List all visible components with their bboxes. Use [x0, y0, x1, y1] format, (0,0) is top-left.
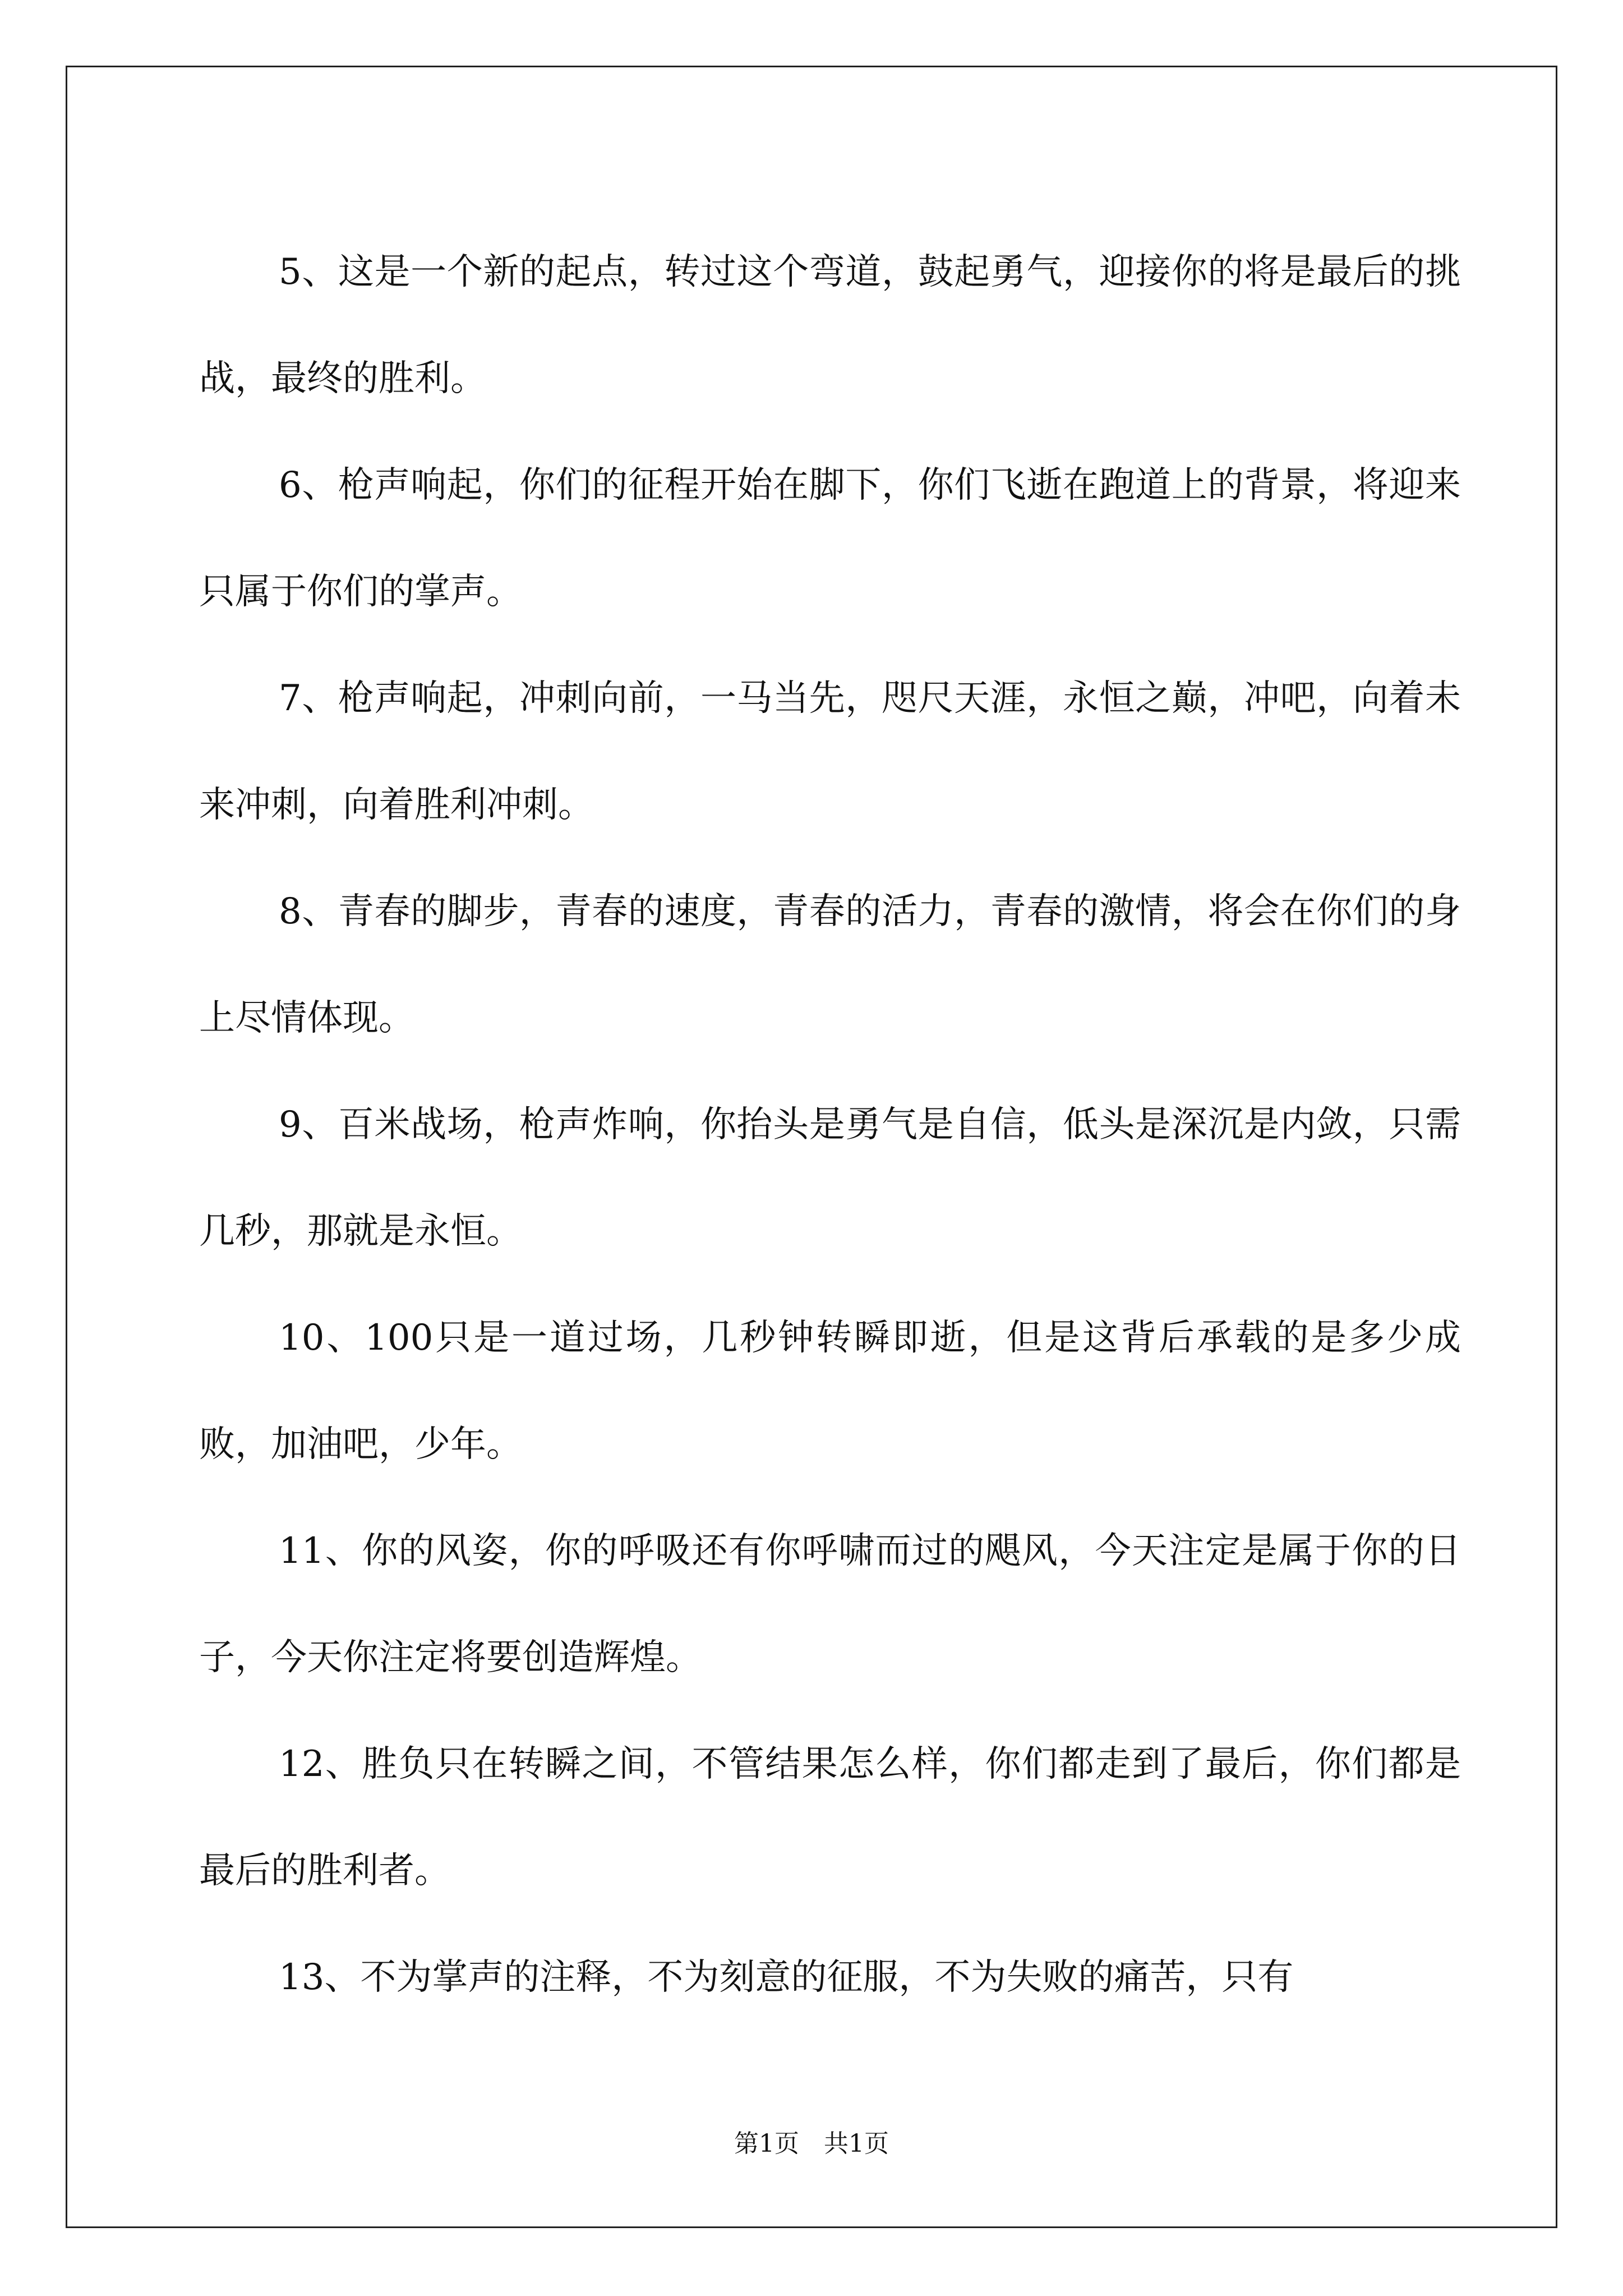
paragraph-12: 12、胜负只在转瞬之间，不管结果怎么样，你们都走到了最后，你们都是最后的胜利者。: [199, 1743, 1461, 1892]
paragraph-8: 8、青春的脚步，青春的速度，青春的活力，青春的激情，将会在你们的身上尽情体现。: [199, 891, 1461, 1039]
document-body: [199, 219, 1461, 2031]
paragraph-5: 5、这是一个新的起点，转过这个弯道，鼓起勇气，迎接你的将是最后的挑战，最终的胜利。: [199, 251, 1461, 399]
paragraph-7: 7、枪声响起，冲刺向前，一马当先，咫尺天涯，永恒之巅，冲吧，向着未来冲刺，向着胜利冲刺。: [199, 678, 1461, 826]
paragraph-6: 6、枪声响起，你们的征程开始在脚下，你们飞逝在跑道上的背景，将迎来只属于你们的掌声。: [199, 464, 1461, 613]
paragraph-10: 10、100只是一道过场，几秒钟转瞬即逝，但是这背后承载的是多少成败，加油吧，少年。: [199, 1317, 1461, 1465]
page-footer: 第1页 共1页: [734, 2129, 889, 2158]
paragraph-13: 13、不为掌声的注释，不为刻意的征服，不为失败的痛苦，只有: [279, 1957, 1294, 1998]
paragraph-9: 9、百米战场，枪声炸响，你抬头是勇气是自信，低头是深沉是内敛，只需几秒，那就是永恒。: [199, 1104, 1461, 1252]
paragraph-11: 11、你的风姿，你的呼吸还有你呼啸而过的飓风，今天注定是属于你的日子，今天你注定将要创造辉煌。: [199, 1530, 1461, 1678]
